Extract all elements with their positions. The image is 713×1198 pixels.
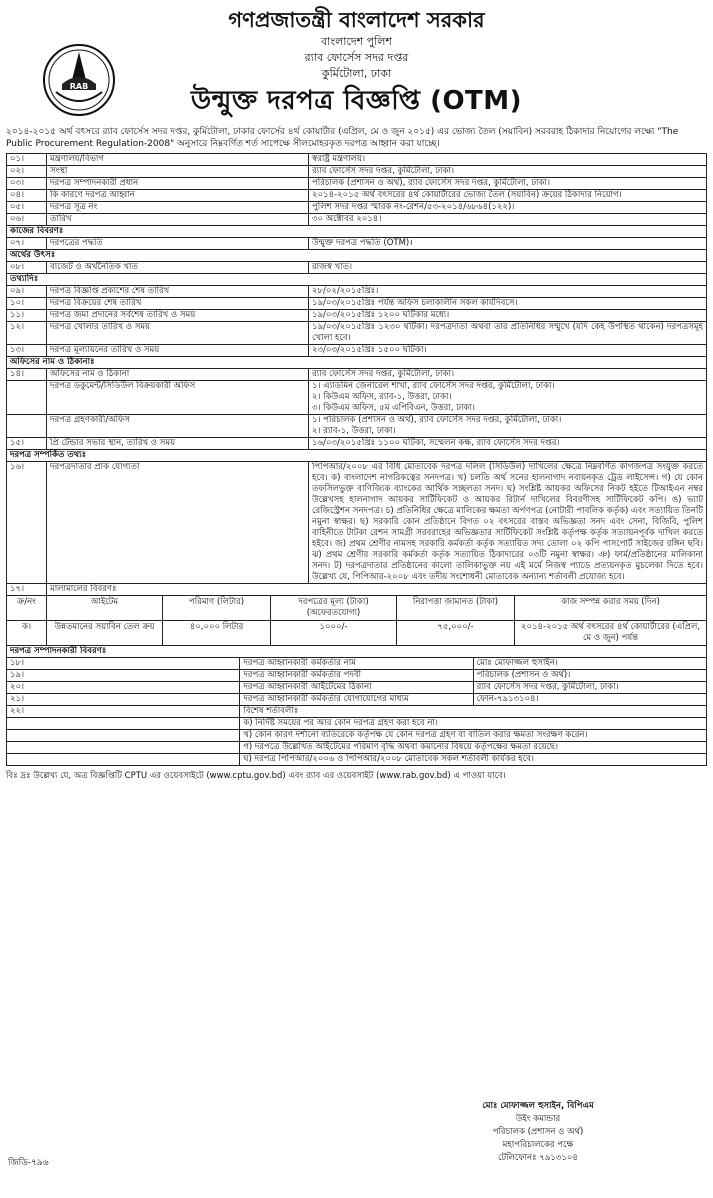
document-id: জিডি-৭৯৬ <box>8 1158 49 1169</box>
row-label: দরপত্র সম্পাদনকারী প্রধান <box>47 178 309 190</box>
row-label: মন্ত্রণালয়/বিভাগ <box>47 154 309 166</box>
table-row <box>7 322 707 345</box>
department-name: বাংলাদেশ পুলিশ <box>321 35 392 48</box>
table-row <box>7 694 707 706</box>
condition-item: ঘ) দরপত্র পিপিআর/২০০৬ ও পিপিআর/২০০৮ মোতাবেক সকল শর্তাবলী কার্যকর হবে। <box>240 754 707 766</box>
office-name: র‍্যাব ফোর্সেস সদর দপ্তর <box>304 51 409 64</box>
row-value: স্বরাষ্ট্র মন্ত্রণালয়। <box>309 154 707 166</box>
row-number: ১০। <box>7 298 47 310</box>
table-row <box>7 706 707 718</box>
signatory-behalf: মহাপরিচালকের পক্ষে <box>502 1140 574 1150</box>
table-row <box>7 658 707 670</box>
row-label: দরপত্র জমা প্রদানের সর্বশেষ তারিখ ও সময় <box>47 310 309 322</box>
row-value: পরিচালক (প্রশাসন ও অর্থ), র‍্যাব ফোর্সেস সদর দপ্তর, কুর্মিটোলা, ঢাকা। <box>309 178 707 190</box>
list-item: ৩। কিউএম অফিস, ৫ম এপিবিএন, উত্তরা, ঢাকা। <box>312 403 475 413</box>
list-item: ১। এ্যাডমিন জেনারেল শাখা, র‍্যাব ফোর্সেস সদর দপ্তর, কুর্মিটোলা, ঢাকা। <box>312 381 555 391</box>
row-label: প্রি টেন্ডার সভার স্থান, তারিখ ও সময় <box>47 438 309 450</box>
row-number: ১১। <box>7 310 47 322</box>
row-number: ০২। <box>7 166 47 178</box>
table-row <box>7 438 707 450</box>
row-value: উন্মুক্ত দরপত্র পদ্ধতি (OTM)। <box>309 238 707 250</box>
condition-item: খ) কোন কারণ দর্শানো ব্যতিরেকে কর্তৃপক্ষ যে কোন দরপত্র গ্রহণ বা বাতিল করার ক্ষমতা সংরক্ষণ করেন। <box>240 730 707 742</box>
row-value: ২৮/০২/২০১৫খ্রিঃ। <box>309 286 707 298</box>
row-label: দরপত্র মূল্যায়নের তারিখ ও সময় <box>47 345 309 357</box>
table-row <box>7 584 707 596</box>
table-row <box>7 415 707 438</box>
section-row <box>7 274 707 286</box>
section-work: কাজের বিবরণঃ <box>7 226 707 238</box>
table-row <box>7 214 707 226</box>
row-label: দরপত্রের পদ্ধতি <box>47 238 309 250</box>
section-executor: দরপত্র সম্পাদনকারী বিবরণঃ <box>7 646 707 658</box>
row-label: সংস্থা <box>47 166 309 178</box>
table-row <box>7 286 707 298</box>
row-value: ২৩/০৩/২০১৫খ্রিঃ ১৫০০ ঘটিকা। <box>309 345 707 357</box>
table-cell: ৭৫,০০০/- <box>397 621 515 646</box>
table-row <box>7 190 707 202</box>
signatory-phone: টেলিফোনঃ ৭৯১৩১০৪ <box>498 1153 578 1163</box>
section-info: তথ্যাদিঃ <box>7 274 707 286</box>
table-row <box>7 238 707 250</box>
row-number: ০৭। <box>7 238 47 250</box>
row-number: ১৭। <box>7 584 47 596</box>
row-value: ৩০ অক্টোবর ২০১৪। <box>309 214 707 226</box>
section-row <box>7 357 707 369</box>
row-label: তারিখ <box>47 214 309 226</box>
row-value: রাজস্ব খাত। <box>309 262 707 274</box>
row-number: ২২। <box>7 706 240 718</box>
row-number-empty <box>7 754 240 766</box>
row-number <box>7 381 47 415</box>
condition-item: গ) দরপত্রে উল্লেখিত আইটেমের পরিমাণ বৃদ্ধি অথবা কমানোর বিষয়ে কর্তৃপক্ষের ক্ষমতা রয়েছে। <box>240 742 707 754</box>
row-label: দরপত্র বিজ্ঞপ্তি প্রকাশের শেষ তারিখ <box>47 286 309 298</box>
table-cell: উন্নতমানের সয়াবিন তেল ক্রয় <box>47 621 163 646</box>
row-number: ১৪। <box>7 369 47 381</box>
section-row <box>7 226 707 238</box>
row-label: কি কারণে দরপত্র আহ্বান <box>47 190 309 202</box>
signatory-title: পরিচালক (প্রশাসন ও অর্থ) <box>492 1127 584 1137</box>
row-number: ০৯। <box>7 286 47 298</box>
footer-note: বিঃ দ্রঃ উল্লেখ্য যে, অত্র বিজ্ঞপ্তিটি CPTU এর ওয়েবসাইটে (www.cptu.gov.bd) এবং র‍্যাব এর ওয়েবসাইট (www.rab.gov.bd) এ পাওয়া যাবে। <box>6 771 506 781</box>
table-row <box>7 298 707 310</box>
row-number: ০৩। <box>7 178 47 190</box>
row-number: ০৮। <box>7 262 47 274</box>
items-table <box>6 595 707 646</box>
row-label: মালামালের বিবরণঃ <box>47 584 707 596</box>
column-header: দরপত্রের মূল্য (টাকা) (অফেরতযোগ্য) <box>271 596 397 621</box>
table-row <box>7 670 707 682</box>
row-value: ফোন-৭৯১৩১০৪। <box>473 694 706 706</box>
condition-row <box>7 718 707 730</box>
table-row <box>7 462 707 584</box>
rab-logo-icon <box>42 40 116 120</box>
logo-text: RAB <box>69 82 89 91</box>
government-title: গণপ্রজাতন্ত্রী বাংলাদেশ সরকার <box>228 8 485 32</box>
office-location: কুর্মিটোলা, ঢাকা <box>321 67 392 80</box>
table-row <box>7 381 707 415</box>
row-label: দরপত্র বিক্রয়ের শেষ তারিখ <box>47 298 309 310</box>
table-cell: ২০১৪-২০১৫ অর্থ বৎসরের ৪র্থ কোয়ার্টারের (এপ্রিল, মে ও জুন) পর্যন্ত <box>515 621 707 646</box>
table-cell: ১০০০/- <box>271 621 397 646</box>
row-value: র‍্যাব ফোর্সেস সদর দপ্তর, কুর্মিটোলা, ঢাকা। <box>473 682 706 694</box>
row-number: ০১। <box>7 154 47 166</box>
column-header: নিরাপত্তা জামানত (টাকা) <box>397 596 515 621</box>
row-label: দরপত্র আহ্বানকারী আইটেমের ঠিকানা <box>240 682 473 694</box>
row-number: ১৫। <box>7 438 47 450</box>
section-row <box>7 646 707 658</box>
table-row <box>7 178 707 190</box>
row-number: ০৫। <box>7 202 47 214</box>
row-value-list <box>309 415 707 438</box>
column-header: ক্র/নং <box>7 596 47 621</box>
tender-details-table <box>6 153 707 596</box>
row-number: ১২। <box>7 322 47 345</box>
row-value: র‍্যাব ফোর্সেস সদর দপ্তর, কুর্মিটোলা, ঢাকা। <box>309 369 707 381</box>
row-value: পিপিআর/২০০৮ এর বিধি মোতাবেক দরপত্র দলিল (সিডিউল) দাখিলের ক্ষেত্রে নিম্নবর্ণিত কাগজপত্র সংযুক্ত করতে হবে। ক) বাংলাদেশ নাগরিকত্বের সনদপত্র। খ) চলতি অর্থ সনের হালনাগাদ নবায়নকৃত ট্রেড লাইসেন্স। গ) যে কোন তফসিলভুক্ত বাণিজ্যিক ব্যাংকের আর্থিক সচ্ছলতা সনদ। ঘ) সংশ্লিষ্ট আয়কর অফিসের নিকট হইতে টিআইএন নম্বর উল্লেখসহ হালনাগাদ আয়কর সার্টিফিকেট ও আয়কর রিটার্ন দাখিলের বিবরণীসহ সার্টিফিকেট কপি। ঙ) ভ্যাট রেজিস্ট্রেশন সনদপত্র। চ) প্রতিনিধির ক্ষেত্রে মালিকের ক্ষমতা অর্পণপত্র (নোটারী পাবলিক কর্তৃক) এবং সত্যায়িত তিনটি নমুনা স্বাক্ষর। ছ) সরকারি কোন প্রতিষ্ঠানে বিগত ০২ বৎসরের বাস্তব অভিজ্ঞতা সনদ এবং সেনা, বিজিবি, পুলিশ বাহিনীতে টাটকা রেশন সামগ্রী সরবরাহের অভিজ্ঞতার সার্টিফিকেট সংশ্লিষ্ট কর্তৃপক্ষ কর্তৃক সত্যায়নপূর্বক দাখিল করতে হইবে। জ) প্রথম শ্রেণীর নামসহ সরকারি কর্মকর্তা কর্তৃক সত্যায়িত সদ্য তোলা ০২ কপি পাসপোর্ট সাইজের রঙ্গিন ছবি। ঝ) প্রথম শ্রেণীর সরকারি কর্মকর্তা কর্তৃক সত্যায়িত ঠিকাদারের ০৩টি নমুনা স্বাক্ষর। ঞ) ফার্ম/প্রতিষ্ঠানের মালিকানা সনদ। ট) দরপত্রদাতার প্রতিষ্ঠানের কালো তালিকাভুক্ত নয় এই মর্মে নিজস্ব প্যাডে প্রত্যয়নকৃত মুচলেকা দিতে হবে। উল্লেখ্য যে, পিপিআর-২০০৮ এবং তদীয় সংশোধনী মোতাবেক অন্যান্য শর্তাবলী প্রযোজ্য হবে। <box>309 462 707 584</box>
table-row <box>7 262 707 274</box>
row-value: র‍্যাব ফোর্সেস সদর দপ্তর, কুর্মিটোলা, ঢাকা। <box>309 166 707 178</box>
intro-paragraph: ২০১৪-২০১৫ অর্থ বৎসরে র‍্যাব ফোর্সেস সদর দপ্তর, কুর্মিটোলা, ঢাকার ফোর্সের ৪র্থ কোয়ার্টার (এপ্রিল, মে ও জুন ২০১৫) এর ভোজ্য তৈল (সয়াবিন) সরবরাহ ঠিকাদার নিয়োগের লক্ষ্যে "The Public Procurement Regulation-2008" অনুসারে নিম্নবর্ণিত শর্ত সাপেক্ষে সীলমোহরকৃত দরপত্র আহ্বান করা যাচ্ছে। <box>6 127 679 149</box>
tender-title: উন্মুক্ত দরপত্র বিজ্ঞপ্তি (OTM) <box>190 86 523 116</box>
row-value: ২০১৪-২০১৫ অর্থ বৎসরের ৪র্থ কোয়ার্টারের ভোজ্য তৈল (সয়াবিন) ক্রয়ের ঠিকাদার নিয়োগ। <box>309 190 707 202</box>
condition-row <box>7 730 707 742</box>
list-item: ২। কিউএম অফিস, র‍্যাব-১, উত্তরা, ঢাকা। <box>312 392 452 402</box>
row-label: দরপত্র ডকুমেন্ট/সিডিউল বিক্রয়কারী অফিস <box>47 381 309 415</box>
row-number: ১৮। <box>7 658 240 670</box>
table-row <box>7 345 707 357</box>
column-header: কাজ সম্পন্ন করার সময় (দিন) <box>515 596 707 621</box>
items-header-row <box>7 596 707 621</box>
signatory-rank: উইং কমান্ডার <box>515 1114 561 1124</box>
row-number <box>7 415 47 438</box>
row-number: ২০। <box>7 682 240 694</box>
row-value: পুলিশ সদর দপ্তর স্মারক নং-রেশন/৫৩-২০১৪/৬৮৬৪(১২২)। <box>309 202 707 214</box>
row-label: দরপত্রদাতার প্রাক যোগ্যতা <box>47 462 309 584</box>
table-row <box>7 166 707 178</box>
table-row <box>7 682 707 694</box>
row-label: দরপত্র আহ্বানকারী কর্মকর্তার নাম <box>240 658 473 670</box>
row-label: দরপত্র সূত্র নং <box>47 202 309 214</box>
table-cell: ক। <box>7 621 47 646</box>
condition-row <box>7 742 707 754</box>
row-number: ২১। <box>7 694 240 706</box>
section-tender: দরপত্র সম্পর্কিত তথ্যঃ <box>7 450 707 462</box>
section-row <box>7 250 707 262</box>
row-value: মোঃ মোফাজ্জল হুসাইন। <box>473 658 706 670</box>
list-item: ১। পরিচালক (প্রশাসন ও অর্থ), র‍্যাব ফোর্সেস সদর দপ্তর, কুর্মিটোলা, ঢাকা। <box>312 415 562 425</box>
row-label: দরপত্র আহ্বানকারী কর্মকর্তার পদবী <box>240 670 473 682</box>
signature-block <box>423 1100 653 1165</box>
column-header: আইটেম <box>47 596 163 621</box>
row-label: দরপত্র খোলার তারিখ ও সময় <box>47 322 309 345</box>
row-number: ১৯। <box>7 670 240 682</box>
row-label: অফিসের নাম ও ঠিকানা <box>47 369 309 381</box>
table-cell: ৪০,০০০ লিটার <box>163 621 271 646</box>
executor-table <box>6 645 707 766</box>
section-office: অফিসের নাম ও ঠিকানাঃ <box>7 357 707 369</box>
row-label: বিশেষ শর্তাবলীঃ <box>240 706 707 718</box>
row-value: ১৯/০৩/২০১৫খ্রিঃ ১২৩০ ঘটিকা। দরপত্রদাতা অথবা তার প্রতিনিধির সম্মুখে (যদি কেহ উপস্থিত থাকেন) দরপত্রসমূহ খোলা হবে। <box>309 322 707 345</box>
list-item: ২। র‍্যাব-১, উত্তরা, ঢাকা। <box>312 426 396 436</box>
signatory-name: মোঃ মোফাজ্জল হুসাইন, বিপিএম <box>482 1101 594 1111</box>
row-number-empty <box>7 718 240 730</box>
table-row <box>7 154 707 166</box>
row-value: ১৯/০৩/২০১৫খ্রিঃ ১২০০ ঘটিকার মধ্যে। <box>309 310 707 322</box>
row-value-list <box>309 381 707 415</box>
row-label: বাজেট ও অর্থনৈতিক খাত <box>47 262 309 274</box>
row-number: ১৩। <box>7 345 47 357</box>
table-row <box>7 310 707 322</box>
row-label: দরপত্র আহ্বানকারী কর্মকর্তার যোগাযোগের মাধ্যম <box>240 694 473 706</box>
row-value: পরিচালক (প্রশাসন ও অর্থ)। <box>473 670 706 682</box>
column-header: পরিমাণ (লিটার) <box>163 596 271 621</box>
section-row <box>7 450 707 462</box>
row-number-empty <box>7 742 240 754</box>
row-number: ১৬। <box>7 462 47 584</box>
condition-row <box>7 754 707 766</box>
section-fund: অর্থের উৎসঃ <box>7 250 707 262</box>
table-row <box>7 369 707 381</box>
notice-header <box>6 6 707 124</box>
row-value: ১৯/০৩/২০১৫খ্রিঃ পর্যন্ত অফিস চলাকালীন সকল কার্যদিবসে। <box>309 298 707 310</box>
row-value: ১৬/০৩/২০১৫খ্রিঃ ১১০০ ঘটিকা, সম্মেলন কক্ষ, র‍্যাব ফোর্সেস সদর দপ্তর। <box>309 438 707 450</box>
row-label: দরপত্র গ্রহণকারী/অফিস <box>47 415 309 438</box>
row-number-empty <box>7 730 240 742</box>
table-row <box>7 621 707 646</box>
row-number: ০৪। <box>7 190 47 202</box>
table-row <box>7 202 707 214</box>
row-number: ০৬। <box>7 214 47 226</box>
condition-item: ক) নির্দিষ্ট সময়ের পর আর কোন দরপত্র গ্রহণ করা হবে না। <box>240 718 707 730</box>
